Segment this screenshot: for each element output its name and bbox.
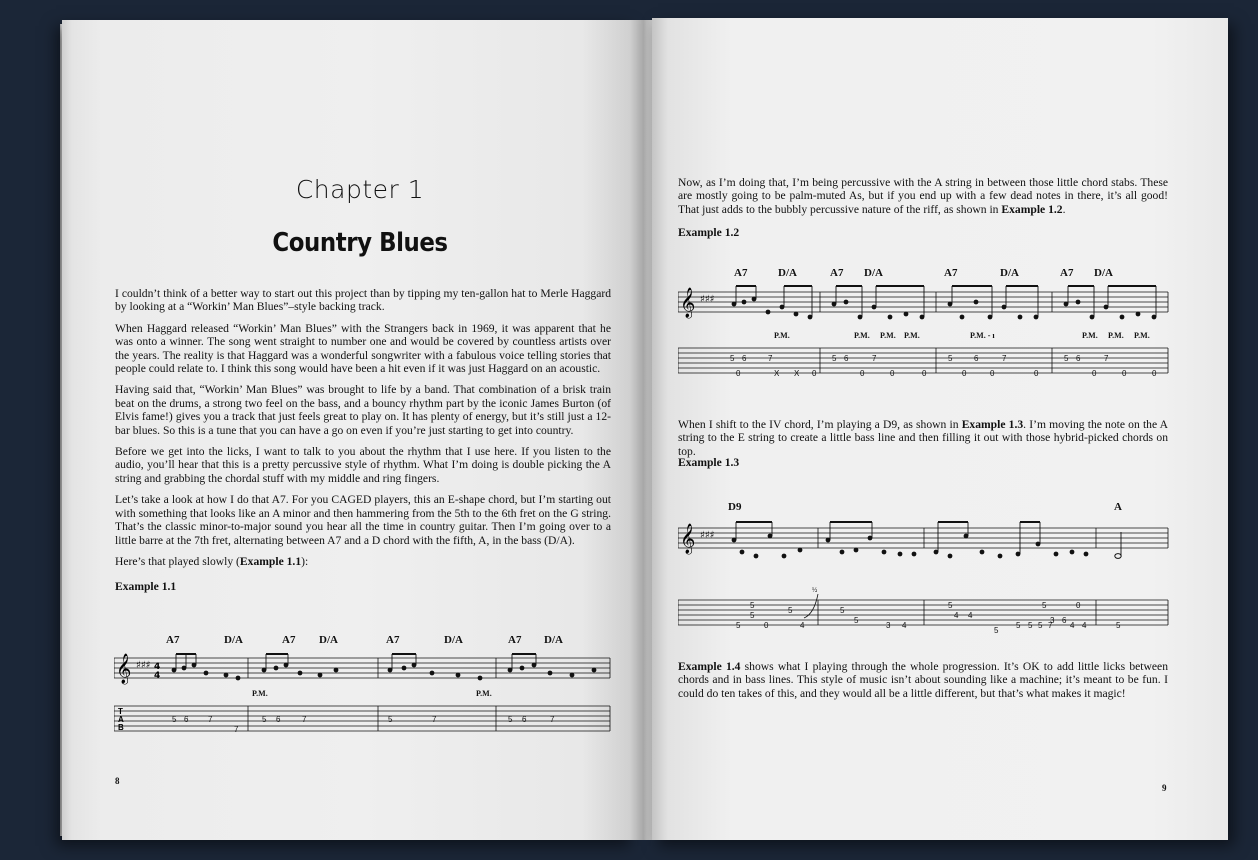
example-ref: Example 1.3 [961, 418, 1024, 431]
paragraph-end: . [1062, 202, 1066, 216]
tab-number: 0 [1152, 369, 1157, 378]
tab-number: 5 [172, 715, 177, 724]
key-signature-icon: ♯♯♯ [136, 660, 151, 671]
tab-number: 6 [974, 354, 979, 363]
tab-number: 5 [262, 715, 267, 724]
page-number: 8 [115, 776, 120, 786]
tab-number: 3 [1050, 616, 1055, 625]
tab-number: 5 [750, 601, 755, 610]
tab-number: 4 [902, 621, 907, 630]
tab-number: 7 [302, 715, 307, 724]
chapter-number: Chapter 1 [295, 175, 425, 204]
tab-number: 4 [968, 611, 973, 620]
palm-mute-mark: P.M. [1108, 331, 1124, 340]
paragraph: Having said that, “Workin’ Man Blues” was brought to life by a band. That combination of a brisk train beat on the drums, a strong two feel on the bass, and a bouncy rhythm part by the iconic James Burton (of Elvis fame!) gives you a track that just feels great to play on. It has plenty of energy, but it’s still just a 12-bar blues. So this is a tune that you can have a go on even if you’re just starting to get into country. [115, 383, 611, 437]
palm-mute-mark: P.M. [1082, 331, 1098, 340]
treble-clef-icon: 𝄞 [116, 654, 132, 684]
paragraph: When Haggard released “Workin’ Man Blues” with the Strangers back in 1969, it was apparent that he was onto a winner. The song went straight to number one and would be covered by countless artists over the years. The reality is that Haggard was a wonderful songwriter with a fabulous voice telling stories that people could relate to. I think this song would have been a hit even if it was just Haggard on an acoustic. [115, 321, 611, 376]
tab-number: 0 [764, 621, 769, 630]
tab-number: 5 [736, 621, 741, 630]
tab-number: 0 [1076, 601, 1081, 610]
chord-symbol: D/A [444, 634, 463, 646]
chord-symbol: A7 [282, 634, 296, 646]
right-paragraph-3 [678, 660, 1168, 700]
chord-symbol: D/A [319, 634, 338, 646]
tab-number: 7 [234, 725, 239, 734]
left-page [62, 20, 636, 840]
tab-number: 6 [1062, 616, 1067, 625]
tab-number: 0 [990, 369, 995, 378]
tab-number: 4 [1070, 621, 1075, 630]
tab-number: X [794, 369, 800, 378]
palm-mute-mark: P.M. [476, 689, 492, 698]
tab-number: 0 [1122, 369, 1127, 378]
tab-number: 5 [730, 354, 735, 363]
tab-number: 5 [854, 616, 859, 625]
treble-clef-icon: 𝄞 [680, 524, 696, 554]
example-ref: Example 1.2 [1001, 202, 1063, 216]
right-paragraph-1 [678, 176, 1168, 216]
tab-number: 0 [860, 369, 865, 378]
palm-mute-mark: P.M. [774, 331, 790, 340]
chord-symbol: D/A [778, 267, 797, 279]
intro-suffix: ): [301, 554, 309, 568]
tab-number: 5 [750, 611, 755, 620]
tab-number: 4 [1082, 621, 1087, 630]
tab-number: 7 [208, 715, 213, 724]
chord-symbol: A7 [1060, 267, 1074, 279]
tab-number: 7 [1104, 354, 1109, 363]
paragraph: shows what I playing through the whole progression. It’s OK to add little licks between chords and in bass lines. This style of music isn’t about sounding like a machine; it’s meant to be fun. I could do ten takes of this, and they would all be a little different, but that’s what makes it magic! [678, 660, 1168, 700]
time-signature: 4 [154, 671, 161, 681]
palm-mute-mark: P.M. [880, 331, 896, 340]
music-score-example-1-3 [678, 496, 1170, 636]
chord-symbol: A [1114, 501, 1122, 513]
tab-number: 5 [948, 354, 953, 363]
right-page [652, 18, 1228, 840]
tab-number: 0 [1092, 369, 1097, 378]
tab-number: 0 [1034, 369, 1039, 378]
example-ref: Example 1.4 [678, 660, 741, 673]
tab-number: 5 [832, 354, 837, 363]
intro-ref: Example 1.1 [239, 554, 302, 568]
tab-number: 4 [800, 621, 805, 630]
paragraph: When I shift to the IV chord, I’m playing a D9, as shown in [678, 418, 962, 431]
tab-number: 6 [1076, 354, 1081, 363]
tab-number: 5 [1038, 621, 1043, 630]
tab-number: 6 [522, 715, 527, 724]
paragraph-end: . I’m moving the note on the A string to the E string to create a little bass line and then filling it out with those hybrid-picked chords on top. [678, 418, 1169, 458]
intro-prefix: Here’s that played slowly ( [115, 554, 240, 568]
chapter-title: Country Blues [272, 228, 448, 258]
tab-number: 0 [736, 369, 741, 378]
tab-number: 6 [844, 354, 849, 363]
chord-symbol: D/A [224, 634, 243, 646]
example-label: Example 1.2 [678, 226, 740, 239]
tab-number: 5 [788, 606, 793, 615]
chord-symbol: A7 [166, 634, 180, 646]
tab-number: 4 [954, 611, 959, 620]
time-signature: 4 [154, 662, 161, 672]
example-label: Example 1.3 [678, 456, 740, 469]
tab-number: 6 [742, 354, 747, 363]
music-score-example-1-1 [114, 628, 614, 748]
tab-label: B [118, 723, 124, 732]
tab-number: 7 [872, 354, 877, 363]
tab-number: 7 [768, 354, 773, 363]
tab-number: 3 [886, 621, 891, 630]
tab-number: 5 [1064, 354, 1069, 363]
tab-number: 6 [184, 715, 189, 724]
tab-label: T [118, 707, 123, 716]
chord-symbol: A7 [944, 267, 958, 279]
key-signature-icon: ♯♯♯ [700, 530, 715, 541]
palm-mute-mark: P.M. - ı [970, 331, 995, 340]
paragraph: I couldn’t think of a better way to start out this project than by tipping my ten-gallon hat to Merle Haggard by looking at a “Workin’ Man Blues”–style backing track. [115, 287, 611, 314]
palm-mute-mark: P.M. [1134, 331, 1150, 340]
tab-number: 7 [1048, 621, 1053, 630]
chord-symbol: D/A [864, 267, 883, 279]
bend-arrow-icon [804, 594, 818, 618]
key-signature-icon: ♯♯♯ [700, 294, 715, 305]
chord-symbol: D9 [728, 501, 742, 513]
tab-number: 5 [1016, 621, 1021, 630]
tab-number: 5 [1042, 601, 1047, 610]
tab-number: 5 [994, 626, 999, 635]
treble-clef-icon: 𝄞 [680, 288, 696, 318]
music-score-example-1-2 [678, 262, 1170, 386]
palm-mute-mark: P.M. [252, 689, 268, 698]
paragraph: Now, as I’m doing that, I’m being percussive with the A string in between those little chord stabs. These are mostly going to be palm-muted As, but if you end up with a few dead notes in there, it’s all good! That just adds to the bubbly percussive nature of the riff, as shown in [678, 176, 1168, 216]
paragraph: Before we get into the licks, I want to talk to you about the rhythm that I use here. If you listen to the audio, you’ll hear that this is a pretty percussive style of rhythm. What I’m doing is double picking the A string and grabbing the chordal stuff with my middle and ring fingers. [115, 445, 611, 485]
tab-number: 0 [962, 369, 967, 378]
tab-number: X [774, 369, 780, 378]
tab-label: A [118, 715, 124, 724]
chord-symbol: A7 [508, 634, 522, 646]
example-label: Example 1.1 [115, 580, 177, 594]
tab-number: 7 [432, 715, 437, 724]
intro-line [115, 555, 611, 568]
tab-number: 5 [840, 606, 845, 615]
tab-number: 5 [1116, 621, 1121, 630]
palm-mute-mark: P.M. [904, 331, 920, 340]
chord-symbol: A7 [830, 267, 844, 279]
tab-number: 5 [508, 715, 513, 724]
tab-number: 0 [922, 369, 927, 378]
tab-number: 6 [276, 715, 281, 724]
chord-symbol: D/A [1000, 267, 1019, 279]
chord-symbol: A7 [386, 634, 400, 646]
tab-number: 5 [1028, 621, 1033, 630]
tab-number: 0 [812, 369, 817, 378]
palm-mute-mark: P.M. [854, 331, 870, 340]
tab-number: 0 [890, 369, 895, 378]
left-body-text [115, 287, 611, 594]
page-number: 9 [1162, 783, 1167, 793]
chord-symbol: D/A [1094, 267, 1113, 279]
paragraph: Let’s take a look at how I do that A7. For you CAGED players, this an E-shape chord, but I’m starting out with something that looks like an A minor and then hammering from the 5th to the 6th fret on the G string. That’s the classic minor-to-major sound you hear all the time in country guitar. Then I’m going over to a little barre at the 7th fret, alternating between A7 and a D chord with the fifth, A, in the bass (D/A). [115, 493, 611, 547]
right-paragraph-2 [678, 418, 1168, 458]
tab-number: 5 [948, 601, 953, 610]
tab-number: 5 [388, 715, 393, 724]
tab-number: 7 [1002, 354, 1007, 363]
chord-symbol: D/A [544, 634, 563, 646]
bend-mark: ½ [812, 586, 818, 594]
chord-symbol: A7 [734, 267, 748, 279]
tab-number: 7 [550, 715, 555, 724]
